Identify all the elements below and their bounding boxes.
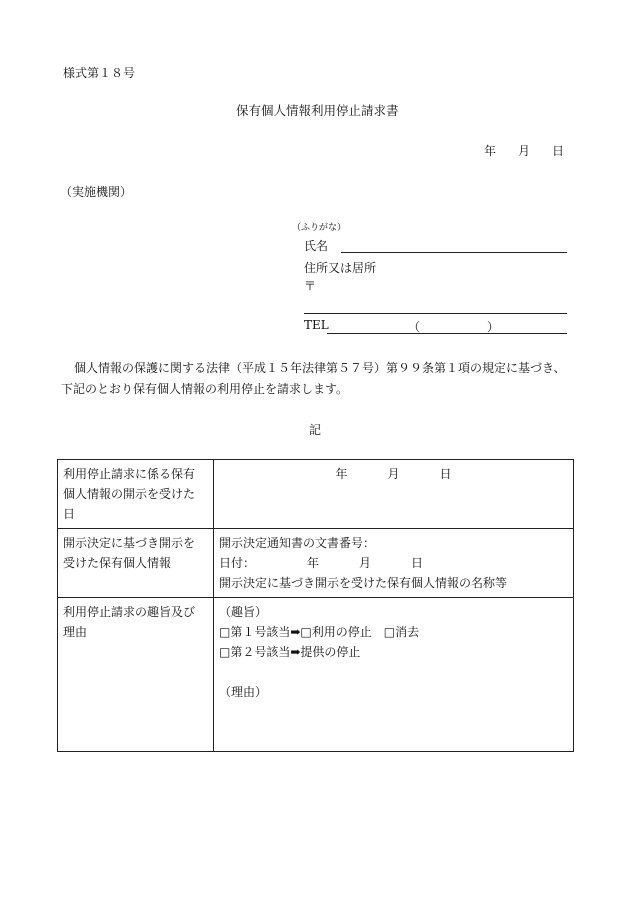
name-line[interactable] — [341, 252, 567, 253]
row-header: 開示決定に基づき開示を 受けた保有個人情報 — [58, 529, 214, 598]
postal-mark: 〒 — [304, 279, 317, 293]
tel-paren-open: （ — [408, 320, 421, 334]
table-row — [58, 460, 574, 529]
tel-paren-close: ） — [487, 320, 500, 334]
row-header: 利用停止請求に係る保有 個人情報の開示を受けた 日 — [58, 460, 214, 529]
info-name-label: 開示決定に基づき開示を受けた保有個人情報の名称等 — [219, 576, 508, 590]
body-text-line1: 個人情報の保護に関する法律（平成１５年法律第５７号）第９９条第１項の規定に基づき、 — [74, 361, 566, 375]
date-year: 年 — [484, 144, 497, 158]
disclosure-date-line: 日付： 年 月 日 — [219, 556, 424, 570]
name-label: 氏名 — [304, 239, 329, 253]
table-row — [58, 598, 574, 752]
address-line[interactable] — [304, 313, 567, 314]
body-text-line2: 下記のとおり保有個人情報の利用停止を請求します。 — [61, 382, 349, 396]
ki-heading: 記 — [309, 423, 322, 437]
disclosure-date-field[interactable]: 年 月 日 — [214, 460, 574, 529]
address-label: 住所又は居所 — [304, 261, 377, 275]
date-line — [484, 142, 564, 159]
reason-label: （理由） — [219, 685, 268, 699]
form-number: 様式第１８号 — [63, 66, 136, 80]
table-row — [58, 529, 574, 598]
request-table — [57, 459, 574, 752]
purpose-label: （趣旨） — [219, 605, 268, 619]
disclosure-info-field[interactable] — [214, 529, 574, 598]
recipient-label: （実施機関） — [60, 185, 133, 199]
date-month: 月 — [518, 144, 531, 158]
row-header: 利用停止請求の趣旨及び 理由 — [58, 598, 214, 752]
option-item-2[interactable]: □第２号該当➡提供の停止 — [219, 645, 361, 659]
furigana-label: （ふりがな） — [292, 223, 347, 233]
doc-number-label: 開示決定通知書の文書番号： — [219, 536, 376, 550]
date-day: 日 — [552, 144, 565, 158]
tel-line[interactable] — [327, 333, 567, 334]
option-item-1[interactable]: □第１号該当➡□利用の停止 □消去 — [219, 625, 420, 639]
tel-label: TEL — [304, 318, 329, 332]
document-title: 保有個人情報利用停止請求書 — [236, 103, 399, 118]
purpose-reason-field — [214, 598, 574, 752]
